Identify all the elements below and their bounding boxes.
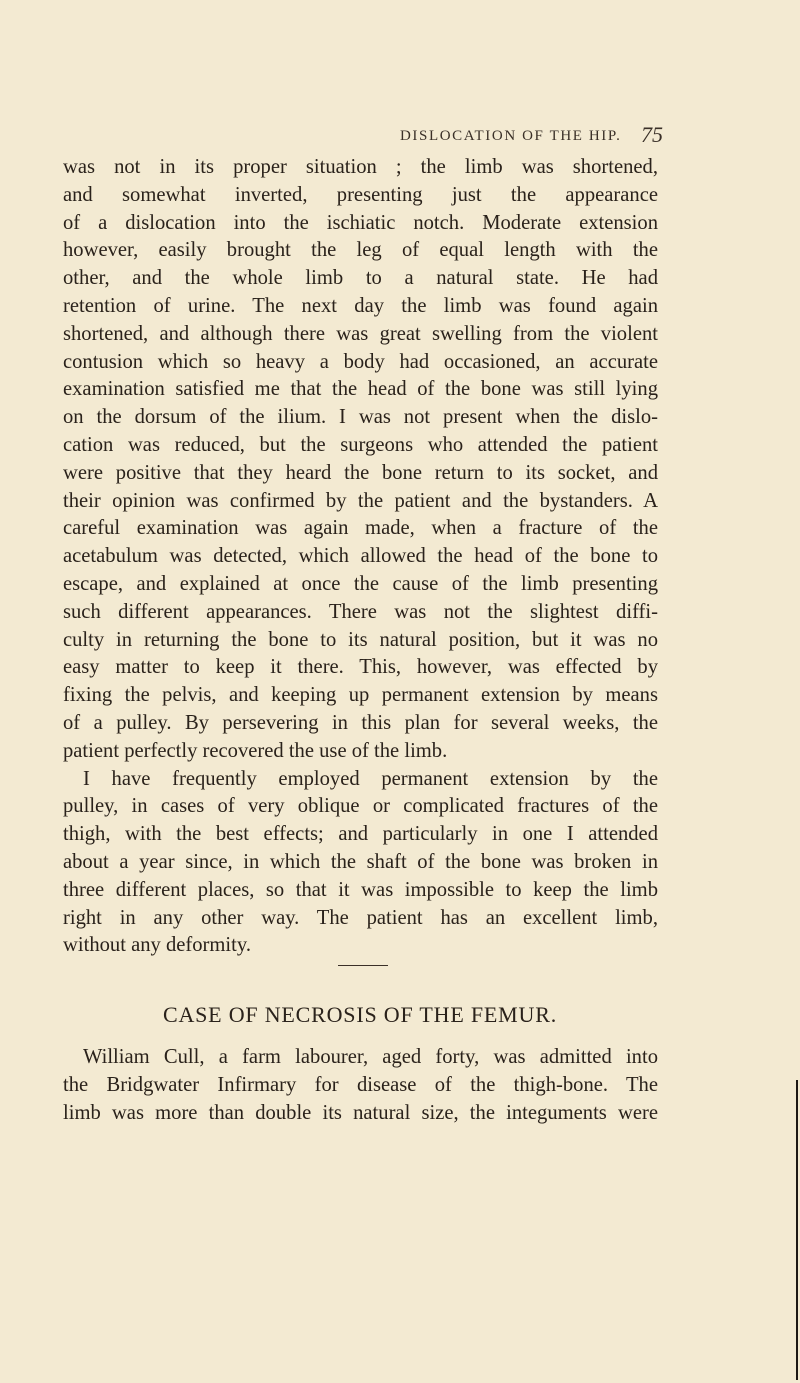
text-line: William Cull, a farm labourer, aged forty, was admitted into [83,1046,658,1068]
text-line: escape, and explained at once the cause of the limb presenting [63,572,658,595]
text-line: cation was reduced, but the surgeons who attended the patient [63,433,658,456]
text-line: thigh, with the best effects; and particularly in one I attended [63,823,658,846]
text-line: however, easily brought the leg of equal length with the [63,239,658,262]
running-head: DISLOCATION OF THE HIP. [400,128,622,144]
section-heading: CASE OF NECROSIS OF THE FEMUR. [162,1002,557,1027]
text-line: the Bridgwater Infirmary for disease of the thigh-bone. The [63,1073,658,1096]
text-line: were positive that they heard the bone return to its socket, and [63,461,658,484]
text-line: shortened, and although there was great swelling from the violent [63,322,658,345]
text-line: about a year since, in which the shaft of the bone was broken in [63,850,658,873]
text-line: their opinion was confirmed by the patient and the bystanders. A [63,489,658,512]
text-line: limb was more than double its natural size, the integuments were [63,1101,658,1124]
text-line: easy matter to keep it there. This, however, was effected by [63,656,658,679]
text-line: other, and the whole limb to a natural state. He had [63,267,658,290]
text-line: careful examination was again made, when a fracture of the [63,517,658,540]
text-line: acetabulum was detected, which allowed the head of the bone to [63,545,658,568]
text-line: without any deformity. [63,934,251,957]
main-text-block [63,154,658,960]
text-line: right in any other way. The patient has an excellent limb, [63,906,658,929]
text-line: on the dorsum of the ilium. I was not present when the dislo- [63,406,658,429]
page-edge-line [796,1080,798,1380]
text-line: was not in its proper situation ; the limb was shortened, [63,156,658,178]
text-line: three different places, so that it was impossible to keep the limb [63,878,658,901]
text-line: fixing the pelvis, and keeping up permanent extension by means [63,684,658,707]
page-number: 75 [641,122,663,147]
text-line: retention of urine. The next day the limb was found again [63,294,658,317]
text-line: examination satisfied me that the head of the bone was still lying [63,378,658,401]
paragraph [63,766,658,961]
paragraph [63,1044,658,1127]
text-line: and somewhat inverted, presenting just the appearance [63,183,658,206]
text-line: of a pulley. By persevering in this plan for several weeks, the [63,711,658,734]
text-line: patient perfectly recovered the use of the limb. [63,739,448,762]
section-divider [338,965,388,966]
text-line: such different appearances. There was not the slightest diffi- [63,600,658,623]
case-text-block [63,1044,658,1127]
text-line: pulley, in cases of very oblique or complicated fractures of the [63,795,658,818]
text-line: I have frequently employed permanent extension by the [83,767,658,790]
paragraph-continued [63,154,658,766]
text-line: contusion which so heavy a body had occasioned, an accurate [63,350,658,373]
text-line: of a dislocation into the ischiatic notch. Moderate extension [63,211,658,234]
text-line: culty in returning the bone to its natural position, but it was no [63,628,658,651]
